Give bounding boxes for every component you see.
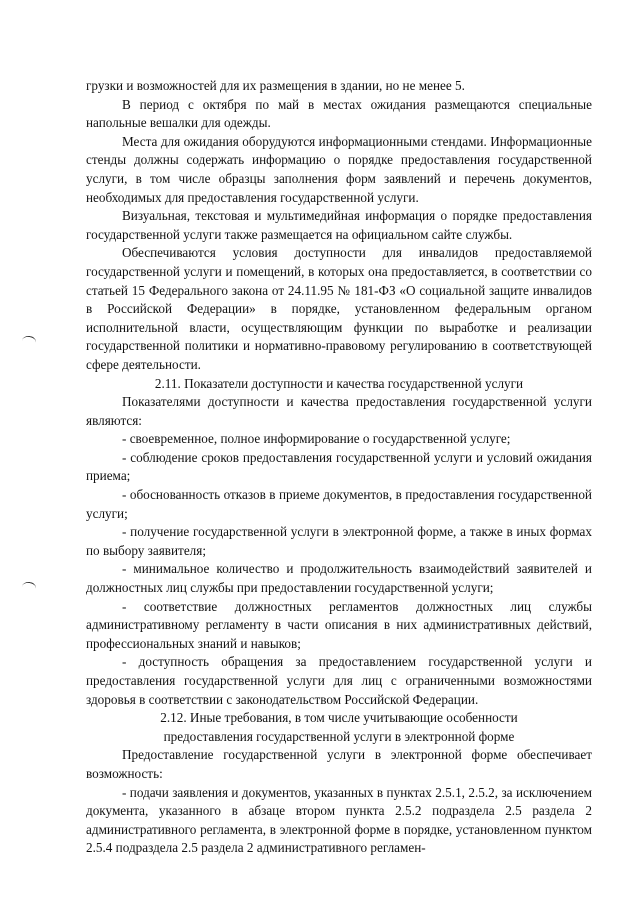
paragraph: Обеспечиваются условия доступности для инвалидов предоставляемой государственной услуги и помещений, в которых она предоставляется, в соответствии со статьей 15 Федерального закона от 24.11.95 № 181-ФЗ «О социальной защите инвалидов в Российской Федерации» в порядке, установленном федеральным органом исполнительной власти, осуществляющим функции по выработке и реализации государственной политики и нормативно-правовому регулированию в соответствующей сфере деятельности. bbox=[86, 245, 592, 372]
section-heading-line: 2.12. Иные требования, в том числе учитывающие особенности bbox=[160, 710, 518, 726]
paragraph: Места для ожидания оборудуются информационными стендами. Информационные стенды должны содержать информацию о порядке предоставления государственной услуги, в том числе образцы заполнения форм заявлений и перечень документов, необходимых для предоставления государственной услуги. bbox=[86, 133, 592, 205]
list-item: - соблюдение сроков предоставления государственной услуги и условий ожидания приема; bbox=[86, 449, 592, 484]
paragraph: В период с октября по май в местах ожидания размещаются специальные напольные вешалки для одежды. bbox=[86, 96, 592, 131]
section-heading-2-12 bbox=[86, 709, 592, 746]
opening-fragment: грузки и возможностей для их размещения в здании, но не менее 5. bbox=[86, 78, 465, 93]
list-item: - своевременное, полное информирование о государственной услуге; bbox=[122, 431, 511, 447]
margin-pen-mark bbox=[21, 581, 36, 594]
list-item: - соответствие должностных регламентов должностных лиц службы административному регламенту в части описания в них административных действий, профессиональных знаний и навыков; bbox=[86, 598, 592, 651]
document-body bbox=[86, 77, 592, 858]
section-lead: Предоставление государственной услуги в электронной форме обеспечивает возможность: bbox=[86, 747, 592, 781]
section-heading-line: предоставления государственной услуги в электронной форме bbox=[163, 728, 515, 744]
list-item: - минимальное количество и продолжительность взаимодействий заявителей и должностных лиц службы при предоставлении государственной услуги; bbox=[86, 561, 592, 596]
list-item: - подачи заявления и документов, указанных в пунктах 2.5.1, 2.5.2, за исключением документа, указанного в абзаце втором пункта 2.5.2 подраздела 2.5 раздела 2 административного регламента, в электронной форме в порядке, установленном пунктом 2.5.4 подраздела 2.5 раздела 2 административного регламен- bbox=[86, 784, 592, 856]
section-heading-2-11: 2.11. Показатели доступности и качества государственной услуги bbox=[154, 375, 524, 391]
paragraph: Визуальная, текстовая и мультимедийная информация о порядке предоставления государственной услуги также размещается на официальном сайте службы. bbox=[86, 208, 592, 242]
margin-pen-mark bbox=[21, 335, 36, 348]
list-item: - получение государственной услуги в электронной форме, а также в иных формах по выбору заявителя; bbox=[86, 524, 592, 558]
list-item: - доступность обращения за предоставлением государственной услуги и предоставления государственной услуги для лиц с ограниченными возможностями здоровья в соответствии с законодательством Российской Федерации. bbox=[86, 654, 592, 707]
list-item: - обоснованность отказов в приеме документов, в предоставления государственной услуги; bbox=[86, 487, 592, 521]
section-lead: Показателями доступности и качества предоставления государственной услуги являются: bbox=[86, 394, 592, 428]
